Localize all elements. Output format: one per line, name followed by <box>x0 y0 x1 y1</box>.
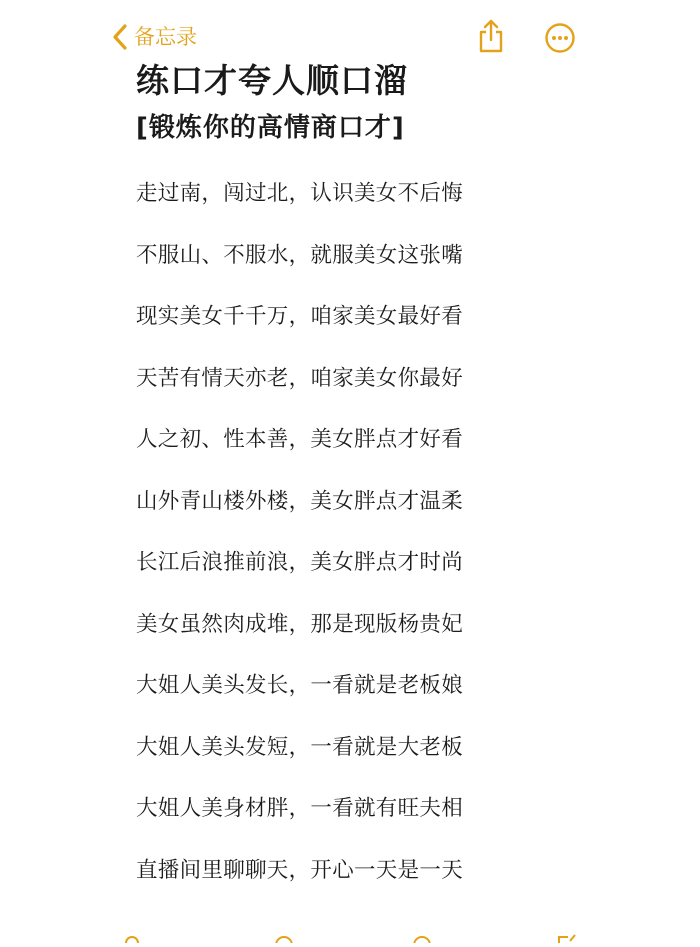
note-line[interactable]: 大姐人美身材胖，一看就有旺夫相 <box>136 796 464 821</box>
note-line[interactable]: 人之初、性本善，美女胖点才好看 <box>136 427 464 452</box>
note-body[interactable] <box>136 176 463 914</box>
note-line[interactable]: 美女虽然肉成堆，那是现版杨贵妃 <box>136 611 464 637</box>
bottom-fade <box>0 905 700 937</box>
share-button[interactable] <box>476 18 506 54</box>
more-options-button[interactable] <box>544 22 576 54</box>
share-icon <box>476 39 506 58</box>
note-line[interactable]: 大姐人美头发长，一看就是老板娘 <box>136 673 464 698</box>
note-line[interactable]: 现实美女千千万，咱家美女最好看 <box>136 304 464 329</box>
note-title[interactable]: 练口才夸人顺口溜 <box>136 61 408 100</box>
note-line[interactable]: 大姐人美头发短，一看就是大老板 <box>136 734 464 760</box>
note-line[interactable]: 天苦有情天亦老，咱家美女你最好 <box>136 365 464 391</box>
chevron-left-icon <box>112 23 128 51</box>
note-line[interactable]: 长江后浪推前浪，美女胖点才时尚 <box>136 550 464 575</box>
note-subtitle[interactable]: [锻炼你的高情商口才] <box>136 113 405 143</box>
back-button-label: 备忘录 <box>134 25 197 49</box>
note-line[interactable]: 山外青山楼外楼，美女胖点才温柔 <box>136 488 464 514</box>
back-button[interactable] <box>112 22 197 52</box>
note-line[interactable]: 直播间里聊聊天，开心一天是一天 <box>136 857 464 883</box>
note-line[interactable]: 不服山、不服水，就服美女这张嘴 <box>136 242 464 268</box>
note-line[interactable]: 走过南，闯过北，认识美女不后悔 <box>136 181 464 206</box>
ellipsis-circle-icon <box>544 39 576 58</box>
